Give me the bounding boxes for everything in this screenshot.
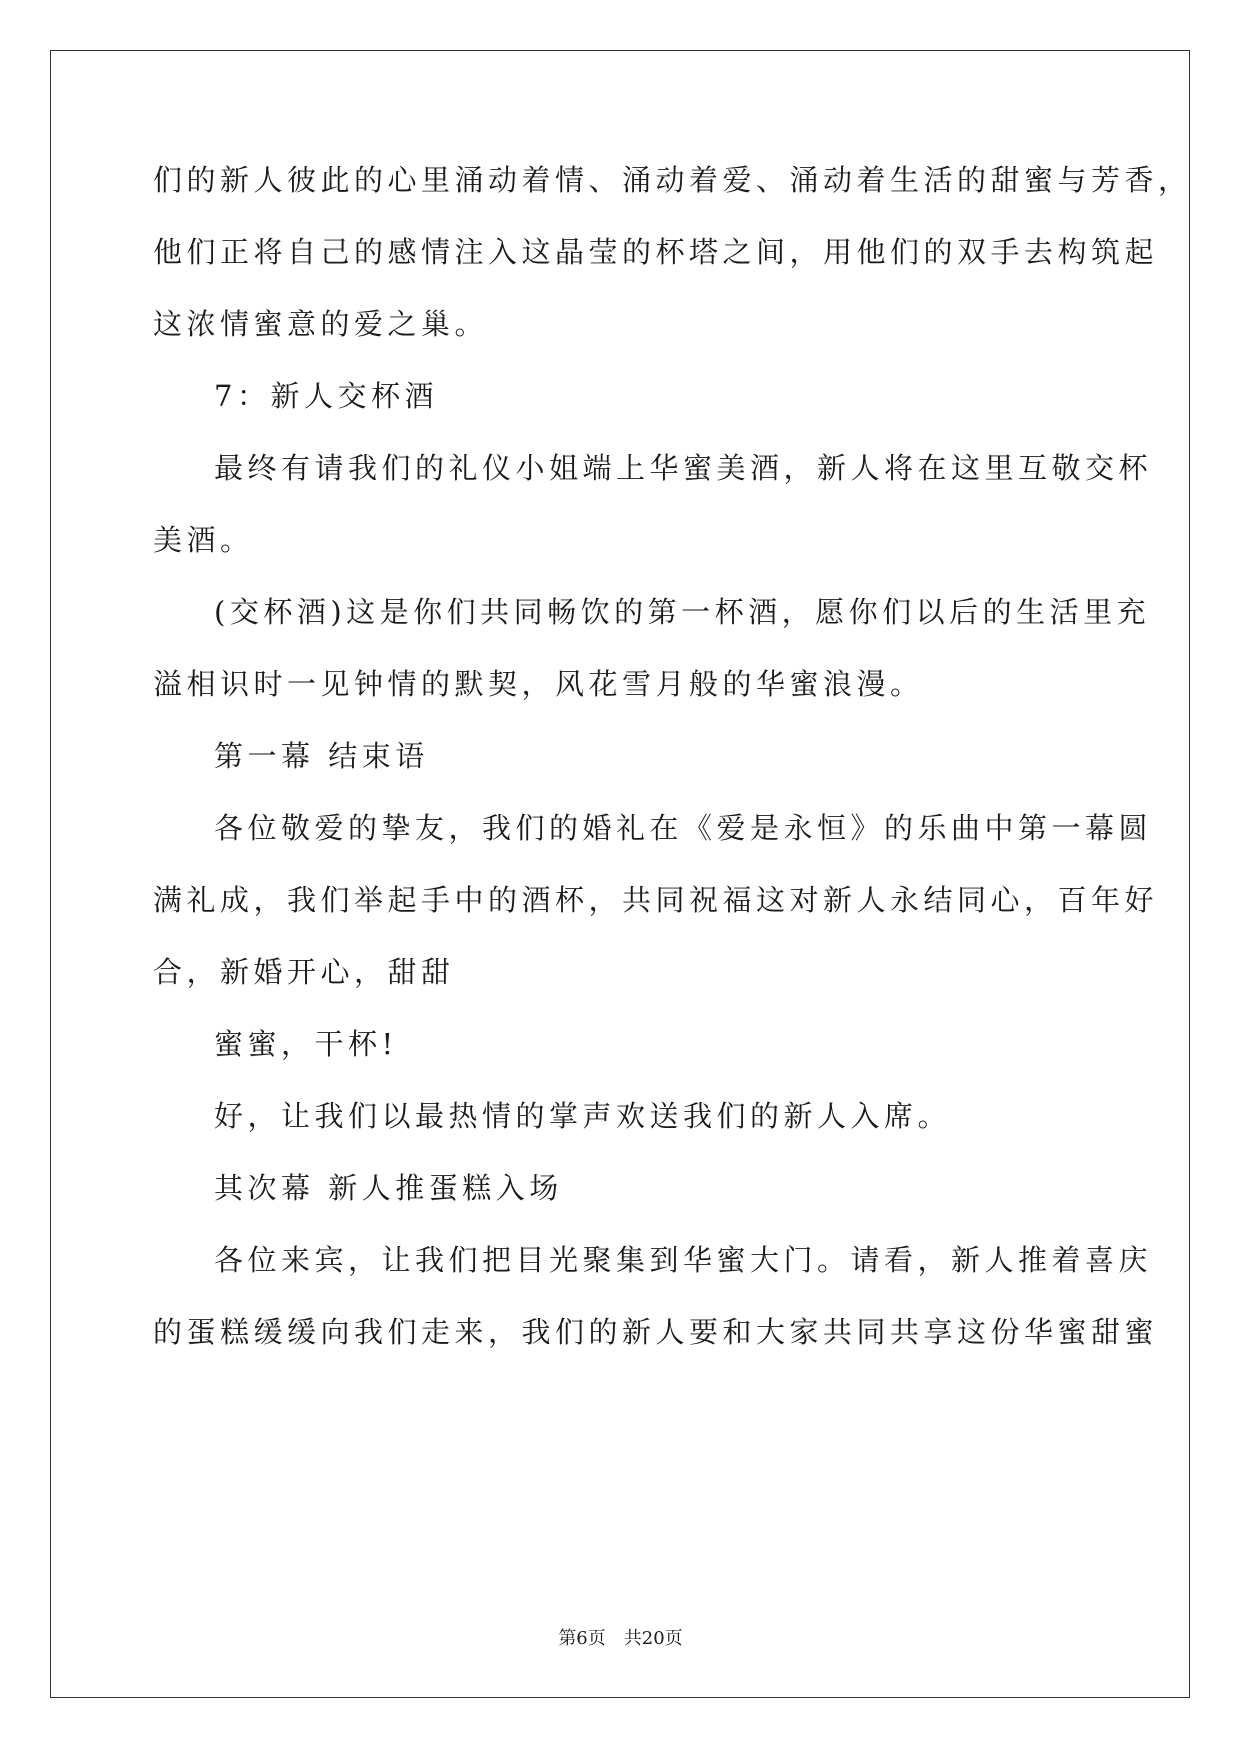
body-line: 的蛋糕缓缓向我们走来，我们的新人要和大家共同共享这份华蜜甜蜜	[153, 1315, 1159, 1349]
section-heading: 7：新人交杯酒	[214, 379, 438, 413]
body-line: 最终有请我们的礼仪小姐端上华蜜美酒，新人将在这里互敬交杯	[214, 451, 1153, 485]
body-line: 溢相识时一见钟情的默契，风花雪月般的华蜜浪漫。	[153, 667, 924, 701]
body-line: 蜜蜜，干杯!	[214, 1027, 398, 1061]
body-line: 们的新人彼此的心里涌动着情、涌动着爱、涌动着生活的甜蜜与芳香，	[153, 163, 1192, 197]
section-heading: 其次幕 新人推蛋糕入场	[214, 1171, 563, 1205]
section-heading: 第一幕 结束语	[214, 739, 429, 773]
body-line: 美酒。	[153, 523, 254, 557]
body-line: 各位敬爱的挚友，我们的婚礼在《爱是永恒》的乐曲中第一幕圆	[214, 811, 1153, 845]
body-line: 合，新婚开心，甜甜	[153, 955, 455, 989]
page-number-footer: 第6页 共20页	[558, 1628, 683, 1649]
body-line: 好，让我们以最热情的掌声欢送我们的新人入席。	[214, 1099, 952, 1133]
body-line: (交杯酒)这是你们共同畅饮的第一杯酒，愿你们以后的生活里充	[214, 595, 1151, 629]
body-line: 各位来宾，让我们把目光聚集到华蜜大门。请看，新人推着喜庆	[214, 1243, 1153, 1277]
body-line: 满礼成，我们举起手中的酒杯，共同祝福这对新人永结同心，百年好	[153, 883, 1159, 917]
body-line: 这浓情蜜意的爱之巢。	[153, 307, 489, 341]
body-line: 他们正将自己的感情注入这晶莹的杯塔之间，用他们的双手去构筑起	[153, 235, 1159, 269]
page-border	[50, 50, 1190, 1698]
